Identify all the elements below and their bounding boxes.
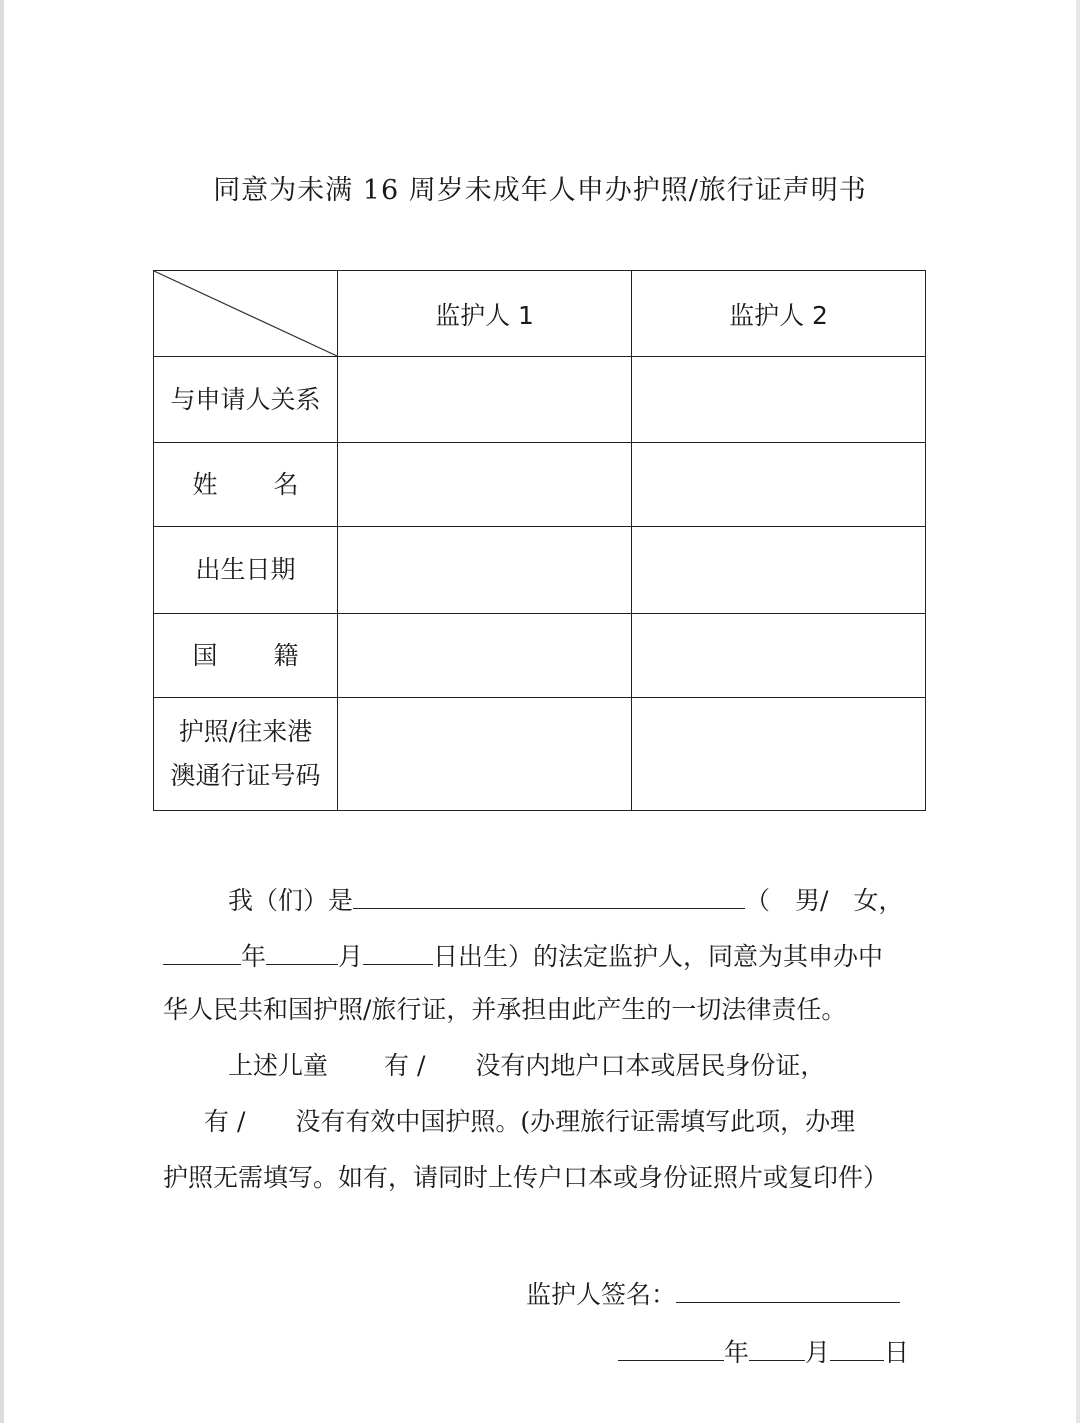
statement-line-6: 护照无需填写。如有，请同时上传户口本或身份证照片或复印件） — [163, 1163, 889, 1192]
statement-year: 年 — [241, 942, 267, 971]
row-label-name — [154, 443, 338, 527]
birth-year-blank[interactable] — [163, 938, 241, 965]
label-name-char-2: 名 — [273, 469, 299, 499]
statement-line-2 — [163, 938, 919, 973]
signature-blank[interactable] — [676, 1276, 900, 1303]
signature-label: 监护人签名： — [526, 1280, 677, 1309]
birth-month-blank[interactable] — [266, 938, 338, 965]
table-row — [154, 527, 926, 614]
sign-month-blank[interactable] — [749, 1334, 805, 1361]
statement-child: 上述儿童 — [228, 1051, 329, 1080]
row-label-relationship: 与申请人关系 — [154, 357, 338, 443]
statement-gender: （ 男/ 女， — [745, 886, 904, 915]
option-has-hukou[interactable]: 有 / — [384, 1051, 426, 1080]
table-row — [154, 357, 926, 443]
sign-day-blank[interactable] — [830, 1334, 884, 1361]
label-passport-line-2: 澳通行证号码 — [170, 761, 321, 790]
cell-birthdate-guardian-2[interactable] — [632, 527, 926, 614]
cell-birthdate-guardian-1[interactable] — [338, 527, 632, 614]
row-label-nationality — [154, 614, 338, 698]
cell-passport-guardian-2[interactable] — [632, 698, 926, 811]
row-label-passport-number — [154, 698, 338, 811]
option-has-passport[interactable]: 有 / — [204, 1107, 246, 1136]
statement-day-text: 日出生）的法定监护人，同意为其申办中 — [433, 942, 884, 971]
cell-nationality-guardian-1[interactable] — [338, 614, 632, 698]
sign-year-label: 年 — [724, 1338, 750, 1367]
page-edge-right — [1076, 0, 1080, 1423]
birth-day-blank[interactable] — [363, 938, 433, 965]
cell-nationality-guardian-2[interactable] — [632, 614, 926, 698]
label-name-char-1: 姓 — [192, 469, 218, 499]
option-no-passport[interactable]: 没有有效中国护照。(办理旅行证需填写此项，办理 — [295, 1107, 856, 1136]
row-label-birthdate: 出生日期 — [154, 527, 338, 614]
sign-month-label: 月 — [805, 1338, 831, 1367]
label-passport-line-1: 护照/往来港 — [178, 717, 313, 746]
statement-line-1 — [228, 882, 928, 917]
table-header-row — [154, 271, 926, 357]
header-guardian-2: 监护人 2 — [632, 271, 926, 357]
cell-name-guardian-1[interactable] — [338, 443, 632, 527]
cell-passport-guardian-1[interactable] — [338, 698, 632, 811]
guardian-table — [153, 270, 926, 811]
statement-we-are: 我（们）是 — [228, 886, 354, 915]
signature-date-row — [618, 1333, 909, 1369]
table-row — [154, 443, 926, 527]
cell-relationship-guardian-1[interactable] — [338, 357, 632, 443]
sign-year-blank[interactable] — [618, 1334, 724, 1361]
table-row — [154, 698, 926, 811]
table-corner-cell — [154, 271, 338, 357]
table-row — [154, 614, 926, 698]
header-guardian-1: 监护人 1 — [338, 271, 632, 357]
cell-name-guardian-2[interactable] — [632, 443, 926, 527]
statement-month: 月 — [338, 942, 364, 971]
statement-line-3: 华人民共和国护照/旅行证，并承担由此产生的一切法律责任。 — [163, 995, 847, 1024]
sign-day-label: 日 — [884, 1338, 910, 1367]
statement-line-4 — [228, 1050, 984, 1082]
signature-row — [526, 1275, 900, 1311]
document-title: 同意为未满 16 周岁未成年人申办护照/旅行证声明书 — [213, 175, 867, 206]
option-no-hukou[interactable]: 没有内地户口本或居民身份证， — [475, 1051, 826, 1080]
ward-name-blank[interactable] — [353, 882, 745, 909]
page-edge-left — [0, 0, 4, 1423]
cell-relationship-guardian-2[interactable] — [632, 357, 926, 443]
statement-line-5 — [204, 1106, 960, 1138]
diagonal-line — [154, 271, 337, 356]
label-nationality-char-2: 籍 — [273, 640, 299, 670]
label-nationality-char-1: 国 — [192, 640, 218, 670]
